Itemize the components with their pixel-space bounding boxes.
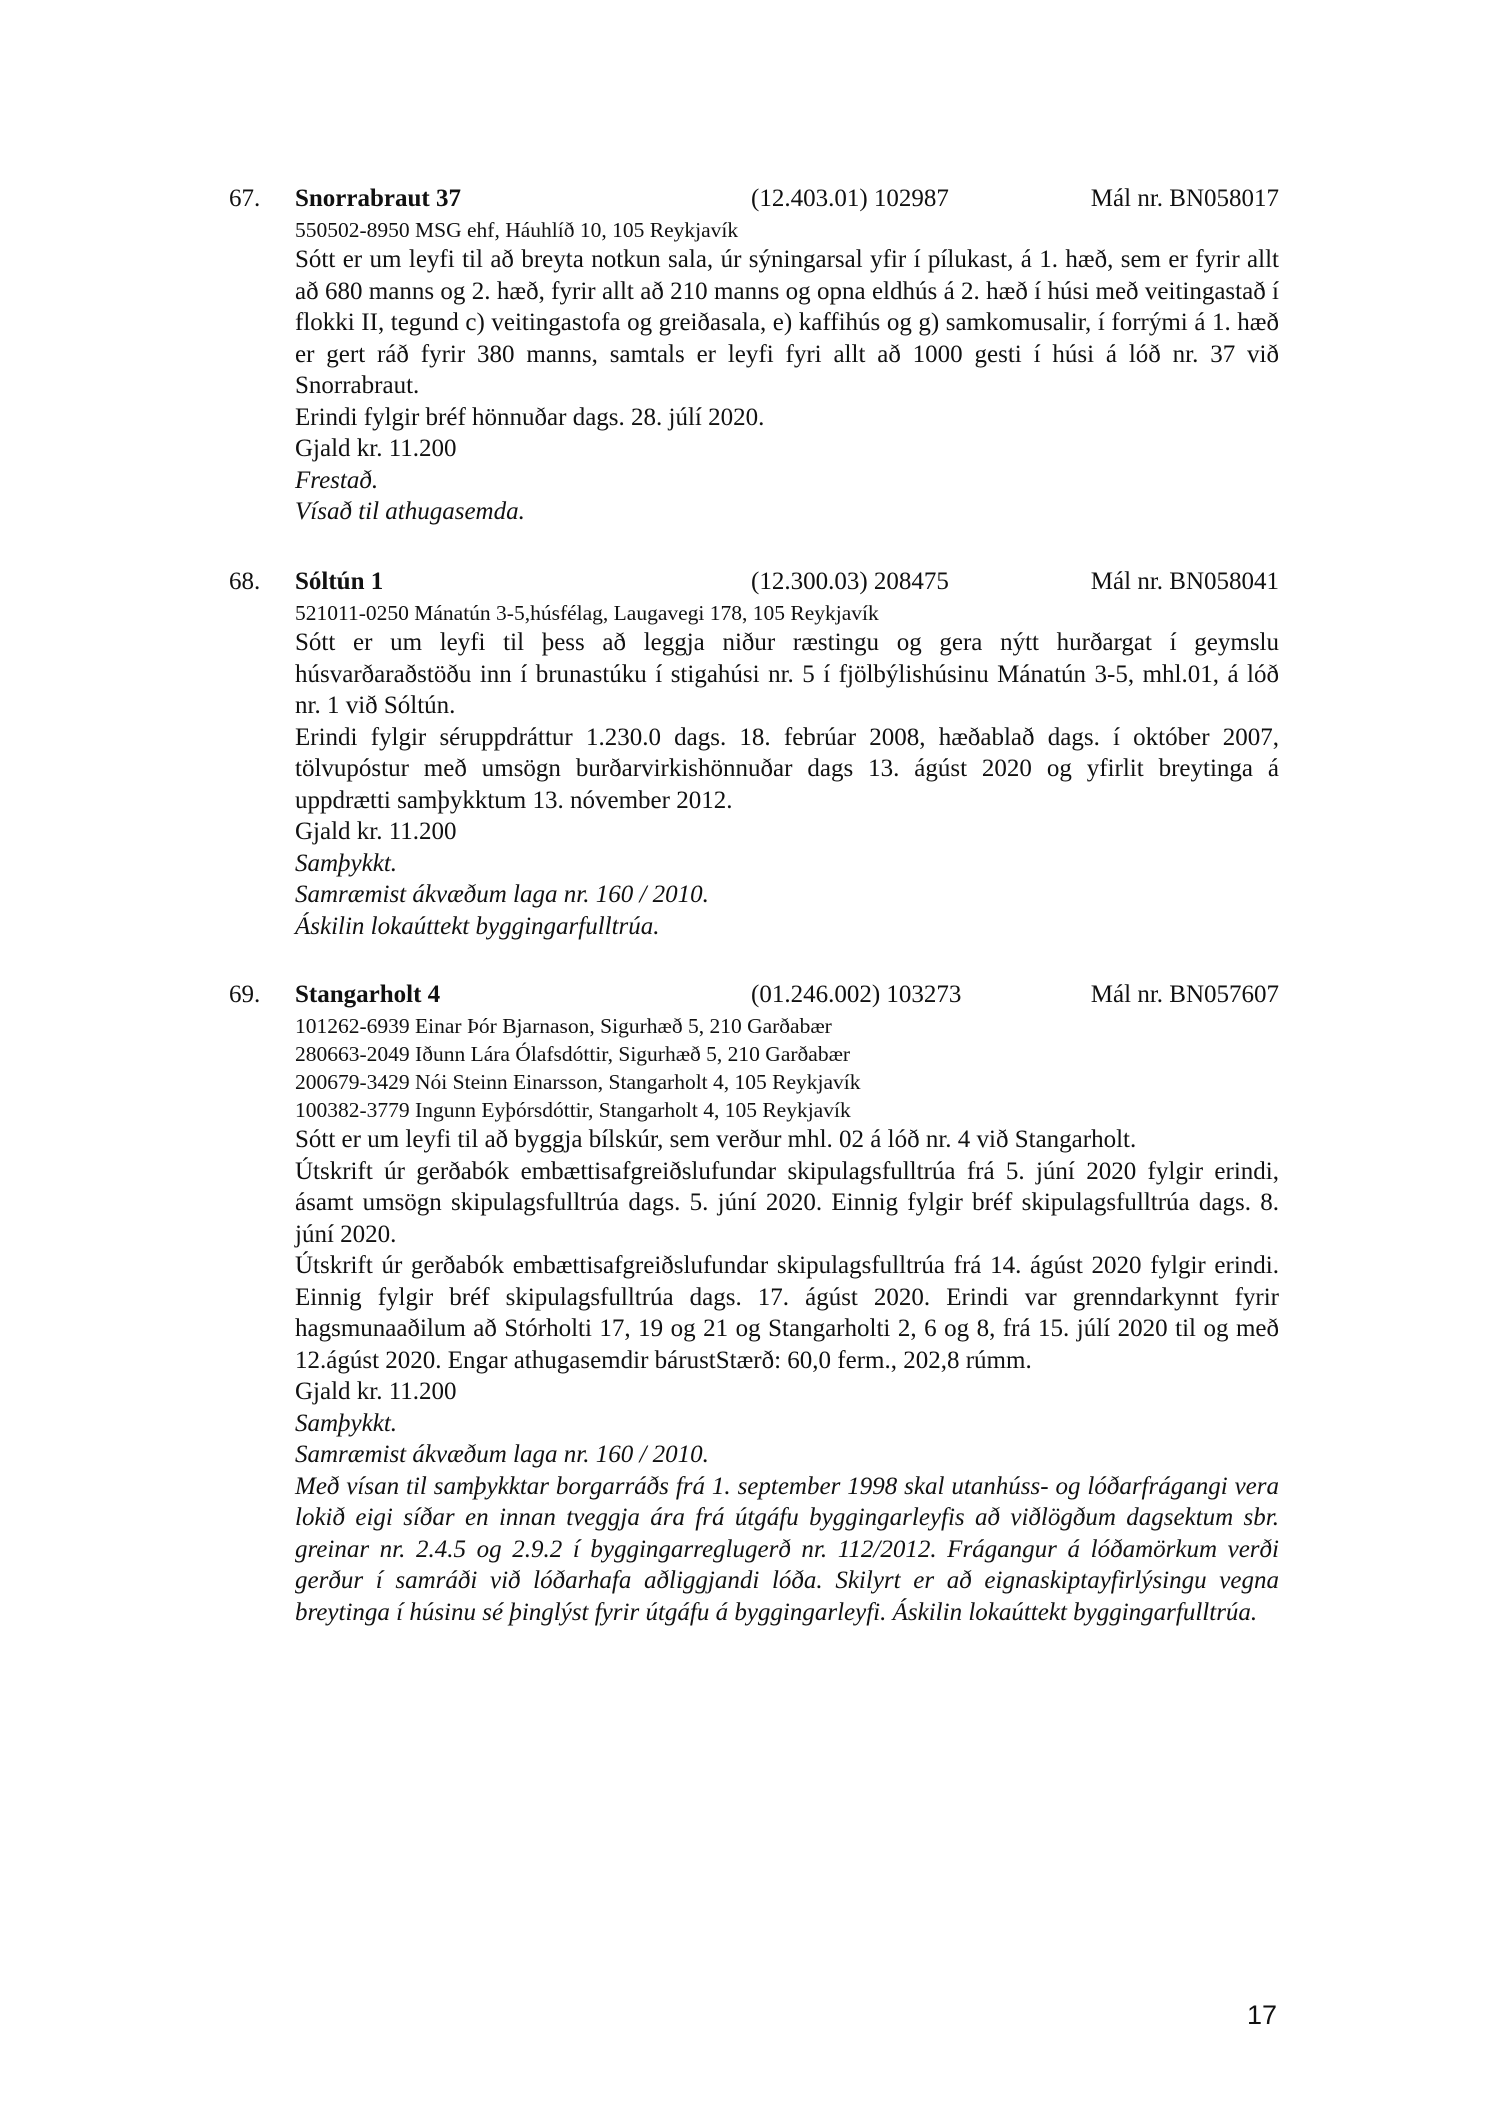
application-text: Sótt er um leyfi til að breyta notkun sala, úr sýningarsal yfir í pílukast, á 1. hæð, sem er fyrir allt að 680 manns og 2. hæð, fyrir allt að 210 manns og opna eldhús á 2. hæð í húsi með veitingastað í flokki II, tegund c) veitingastofa og greiðasala, e) kaffihús og g) samkomusalir, í forrými á 1. hæð er gert ráð fyrir 380 manns, samtals er leyfi fyri allt að 1000 gesti í húsi á lóð nr. 37 við Snorrabraut. [295,246,1279,399]
fee: Gjald kr. 11.200 [295,818,457,845]
entry-68 [229,565,1279,942]
entry-body [295,216,1279,528]
owner-line: 521011-0250 Mánatún 3-5,húsfélag, Laugavegi 178, 105 Reykjavík [295,601,879,625]
entry-code: (01.246.002) 103273 [751,981,962,1008]
owner-line: 100382-3779 Ingunn Eyþórsdóttir, Stangarholt 4, 105 Reykjavík [295,1098,851,1122]
attachment-text: Erindi fylgir bréf hönnuðar dags. 28. júlí 2020. [295,403,765,431]
entry-title: Snorrabraut 37 [295,185,461,212]
entry-title: Sóltún 1 [295,568,384,595]
owner-line: 280663-2049 Iðunn Lára Ólafsdóttir, Sigurhæð 5, 210 Garðabær [295,1042,851,1066]
entry-body [295,599,1279,942]
case-number: Mál nr. BN057607 [1090,981,1279,1008]
entry-code: (12.403.01) 102987 [751,185,949,212]
entry-body [295,1012,1279,1628]
case-number: Mál nr. BN058041 [1090,568,1279,595]
decision: Samþykkt. [295,1409,398,1437]
case-number: Mál nr. BN058017 [1090,185,1279,212]
entry-header [229,182,1279,216]
application-text: Sótt er um leyfi til að byggja bílskúr, sem verður mhl. 02 á lóð nr. 4 við Stangarholt. [295,1126,1137,1153]
entry-header [229,565,1279,599]
owner-line: 200679-3429 Nói Steinn Einarsson, Stangarholt 4, 105 Reykjavík [295,1070,861,1094]
decision: Áskilin lokaúttekt byggingarfulltrúa. [295,912,660,940]
decision: Vísað til athugasemda. [295,498,525,525]
attachment-text: Útskrift úr gerðabók embættisafgreiðslufundar skipulagsfulltrúa frá 5. júní 2020 fylgir erindi, ásamt umsögn skipulagsfulltrúa dags. 5. júní 2020. Einnig fylgir bréf skipulagsfulltrúa dags. 8. júní 2020. [295,1157,1279,1248]
owner-line: 550502-8950 MSG ehf, Háuhlíð 10, 105 Reykjavík [295,218,739,242]
attachment-text: Útskrift úr gerðabók embættisafgreiðslufundar skipulagsfulltrúa frá 14. ágúst 2020 fylgir erindi. Einnig fylgir bréf skipulagsfulltrúa dags. 17. ágúst 2020. Erindi var grenndarkynnt fyrir hagsmunaaðilum að Stórholti 17, 19 og 21 og Stangarholti 2, 6 og 8, frá 15. júlí 2020 til og með 12.ágúst 2020. Engar athugasemdir bárustStærð: 60,0 ferm., 202,8 rúmm. [295,1252,1279,1374]
entry-title: Stangarholt 4 [295,981,441,1008]
fee: Gjald kr. 11.200 [295,435,457,462]
entry-number: 67. [229,185,261,212]
owner-line: 101262-6939 Einar Þór Bjarnason, Sigurhæð 5, 210 Garðabær [295,1014,832,1038]
entry-69 [229,978,1279,1628]
entry-header [229,978,1279,1012]
decision: Frestað. [295,466,379,494]
page-number: 17 [1247,2000,1278,2030]
application-text: Sótt er um leyfi til þess að leggja niður ræstingu og gera nýtt hurðargat í geymslu húsvarðaraðstöðu inn í brunastúku í stigahúsi nr. 5 í fjölbýlishúsinu Mánatún 3-5, mhl.01, á lóð nr. 1 við Sóltún. [295,629,1279,719]
entry-67 [229,182,1279,528]
entry-number: 68. [229,568,261,595]
decision: Samræmist ákvæðum laga nr. 160 / 2010. [295,1441,709,1468]
decision: Samræmist ákvæðum laga nr. 160 / 2010. [295,881,709,908]
attachment-text: Erindi fylgir séruppdráttur 1.230.0 dags. 18. febrúar 2008, hæðablað dags. í október 2007, tölvupóstur með umsögn burðarvirkishönnuðar dags 13. ágúst 2020 og yfirlit breytinga á uppdrætti samþykktum 13. nóvember 2012. [295,723,1279,814]
decision: Samþykkt. [295,849,398,877]
decision-conditions: Með vísan til samþykktar borgarráðs frá 1. september 1998 skal utanhúss- og lóðarfrágangi vera lokið eigi síðar en innan tveggja ára frá útgáfu byggingarleyfis að viðlögðum dagsektum sbr. greinar nr. 2.4.5 og 2.9.2 í byggingarreglugerð nr. 112/2012. Frágangur á lóðamörkum verði gerður í samráði við lóðarhafa aðliggjandi lóða. Skilyrt er að eignaskiptayfirlýsingu vegna breytinga í húsinu sé þinglýst fyrir útgáfu á byggingarleyfi. Áskilin lokaúttekt byggingarfulltrúa. [295,1472,1279,1626]
entry-number: 69. [229,981,261,1008]
entry-code: (12.300.03) 208475 [751,568,949,595]
fee: Gjald kr. 11.200 [295,1378,457,1405]
